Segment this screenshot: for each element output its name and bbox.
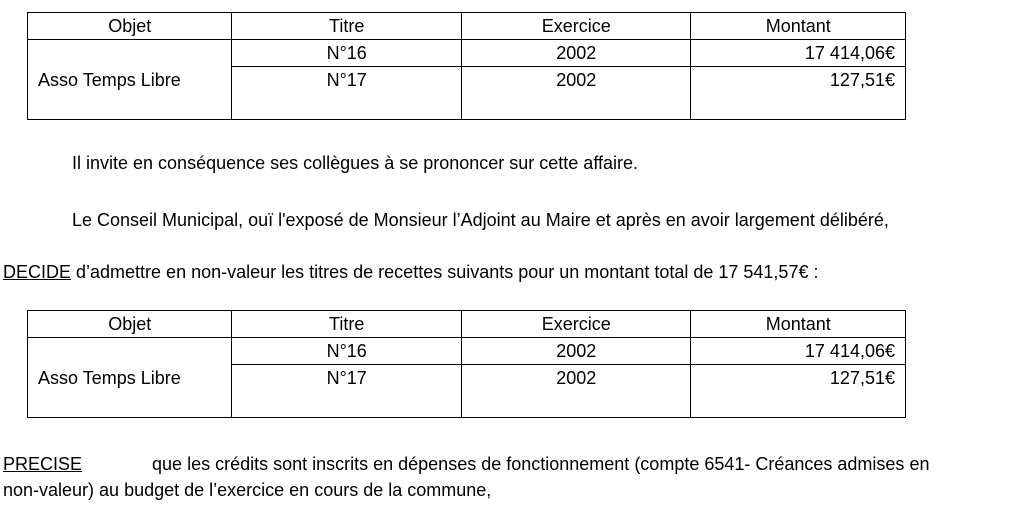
- header-montant: Montant: [691, 13, 906, 40]
- cell-titre: N°16: [232, 338, 462, 365]
- paragraph-invite: Il invite en conséquence ses collègues à se prononcer sur cette affaire.: [72, 153, 639, 173]
- decide-text: d’admettre en non-valeur les titres de recettes suivants pour un montant total de 17 541,57€ :: [71, 262, 819, 282]
- cell-montant: 127,51€: [691, 365, 906, 418]
- table-non-valeur-1: [27, 12, 906, 120]
- precise-line1: que les crédits sont inscrits en dépenses de fonctionnement (compte 6541- Créances admises en: [152, 454, 930, 474]
- header-exercice: Exercice: [461, 311, 691, 338]
- precise-keyword: PRECISE: [3, 454, 83, 474]
- paragraph-precise-continued: non-valeur) au budget de l’exercice en cours de la commune,: [3, 480, 492, 500]
- table-header-row: [28, 13, 906, 40]
- cell-exercice: 2002: [461, 338, 691, 365]
- paragraph-precise: [3, 451, 929, 477]
- decide-keyword: DECIDE: [3, 262, 72, 282]
- cell-montant: 127,51€: [691, 67, 906, 120]
- header-objet: Objet: [28, 311, 232, 338]
- table-row: [28, 338, 906, 365]
- cell-exercice: 2002: [461, 67, 691, 120]
- header-objet: Objet: [28, 13, 232, 40]
- header-titre: Titre: [232, 311, 462, 338]
- cell-objet: Asso Temps Libre: [28, 40, 232, 120]
- paragraph-conseil: Le Conseil Municipal, ouï l'exposé de Monsieur l’Adjoint au Maire et après en avoir largement délibéré,: [72, 210, 889, 230]
- cell-exercice: 2002: [461, 40, 691, 67]
- cell-titre: N°17: [232, 67, 462, 120]
- paragraph-decide: [3, 259, 818, 285]
- cell-exercice: 2002: [461, 365, 691, 418]
- table-non-valeur-2: [27, 310, 906, 418]
- cell-titre: N°17: [232, 365, 462, 418]
- cell-montant: 17 414,06€: [691, 338, 906, 365]
- cell-objet: Asso Temps Libre: [28, 338, 232, 418]
- cell-titre: N°16: [232, 40, 462, 67]
- table-header-row: [28, 311, 906, 338]
- header-exercice: Exercice: [461, 13, 691, 40]
- header-titre: Titre: [232, 13, 462, 40]
- cell-montant: 17 414,06€: [691, 40, 906, 67]
- table-row: [28, 40, 906, 67]
- header-montant: Montant: [691, 311, 906, 338]
